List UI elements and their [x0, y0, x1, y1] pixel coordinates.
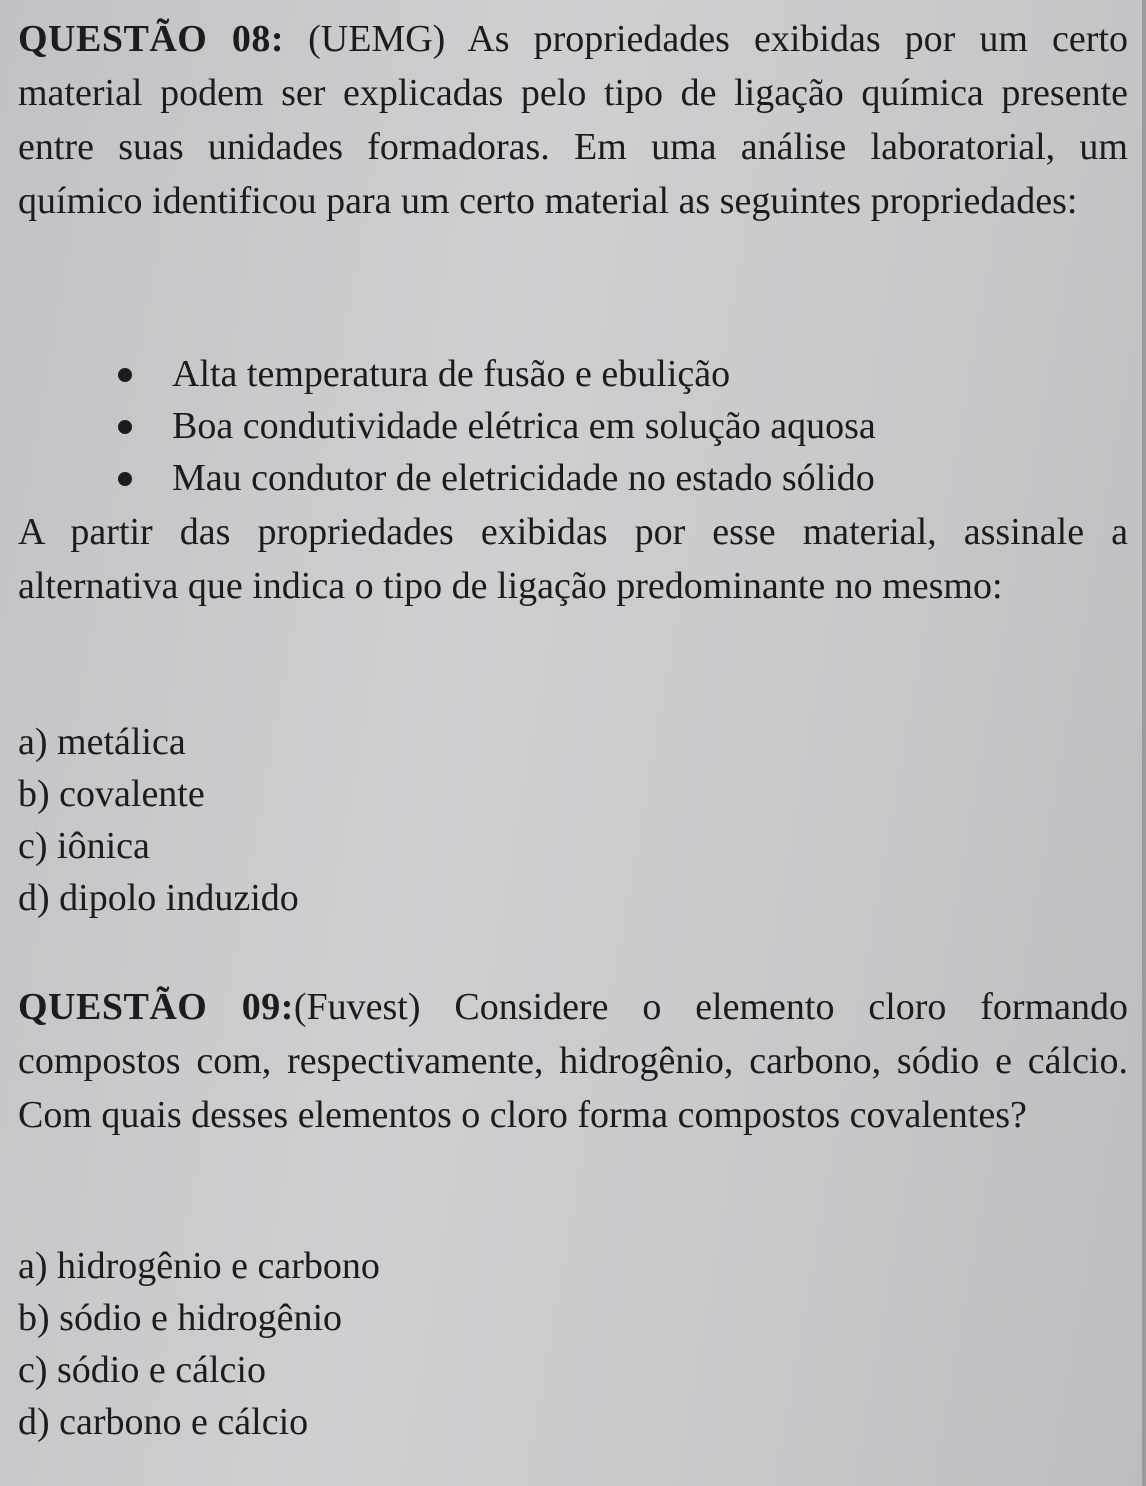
- bullet-icon: [118, 472, 132, 486]
- question-08-intro: [18, 12, 1128, 228]
- question-09-source: (Fuvest): [293, 986, 421, 1028]
- question-08-label: QUESTÃO 08:: [18, 18, 285, 60]
- question-08-text: As propriedades exibidas por um certo material podem ser explicadas pelo tipo de ligação química presente entre suas unidades formadoras. Em uma análise laboratorial, um químico identificou para um certo material as seguintes propriedades:: [18, 18, 1128, 222]
- question-08-source: (UEMG): [284, 18, 446, 60]
- question-09-label: QUESTÃO 09:: [18, 986, 294, 1028]
- question-09-intro: [18, 980, 1128, 1142]
- option-a[interactable]: a) metálica: [18, 721, 186, 763]
- option-c[interactable]: c) iônica: [18, 825, 150, 867]
- option-a[interactable]: a) hidrogênio e carbono: [18, 1245, 380, 1287]
- option-d[interactable]: d) carbono e cálcio: [18, 1401, 309, 1443]
- bullet-icon: [118, 420, 132, 434]
- option-b[interactable]: b) covalente: [18, 773, 205, 815]
- property-item: Boa condutividade elétrica em solução aquosa: [118, 400, 876, 452]
- option-d[interactable]: d) dipolo induzido: [18, 877, 299, 919]
- question-09-options: [18, 1240, 380, 1448]
- question-08-properties-list: [118, 348, 876, 504]
- page-edge: [1142, 0, 1146, 1486]
- question-08-options: [18, 716, 299, 924]
- question-08-prompt: A partir das propriedades exibidas por esse material, assinale a alternativa que indica o tipo de ligação predominante no mesmo:: [18, 511, 1128, 607]
- property-item: Alta temperatura de fusão e ebulição: [118, 348, 876, 400]
- option-c[interactable]: c) sódio e cálcio: [18, 1349, 266, 1391]
- question-09-text: Considere o elemento cloro formando compostos com, respectivamente, hidrogênio, carbono, sódio e cálcio. Com quais desses elementos o cloro forma compostos covalentes?: [18, 986, 1128, 1136]
- bullet-icon: [118, 368, 132, 382]
- option-b[interactable]: b) sódio e hidrogênio: [18, 1297, 343, 1339]
- property-item: Mau condutor de eletricidade no estado sólido: [118, 452, 876, 504]
